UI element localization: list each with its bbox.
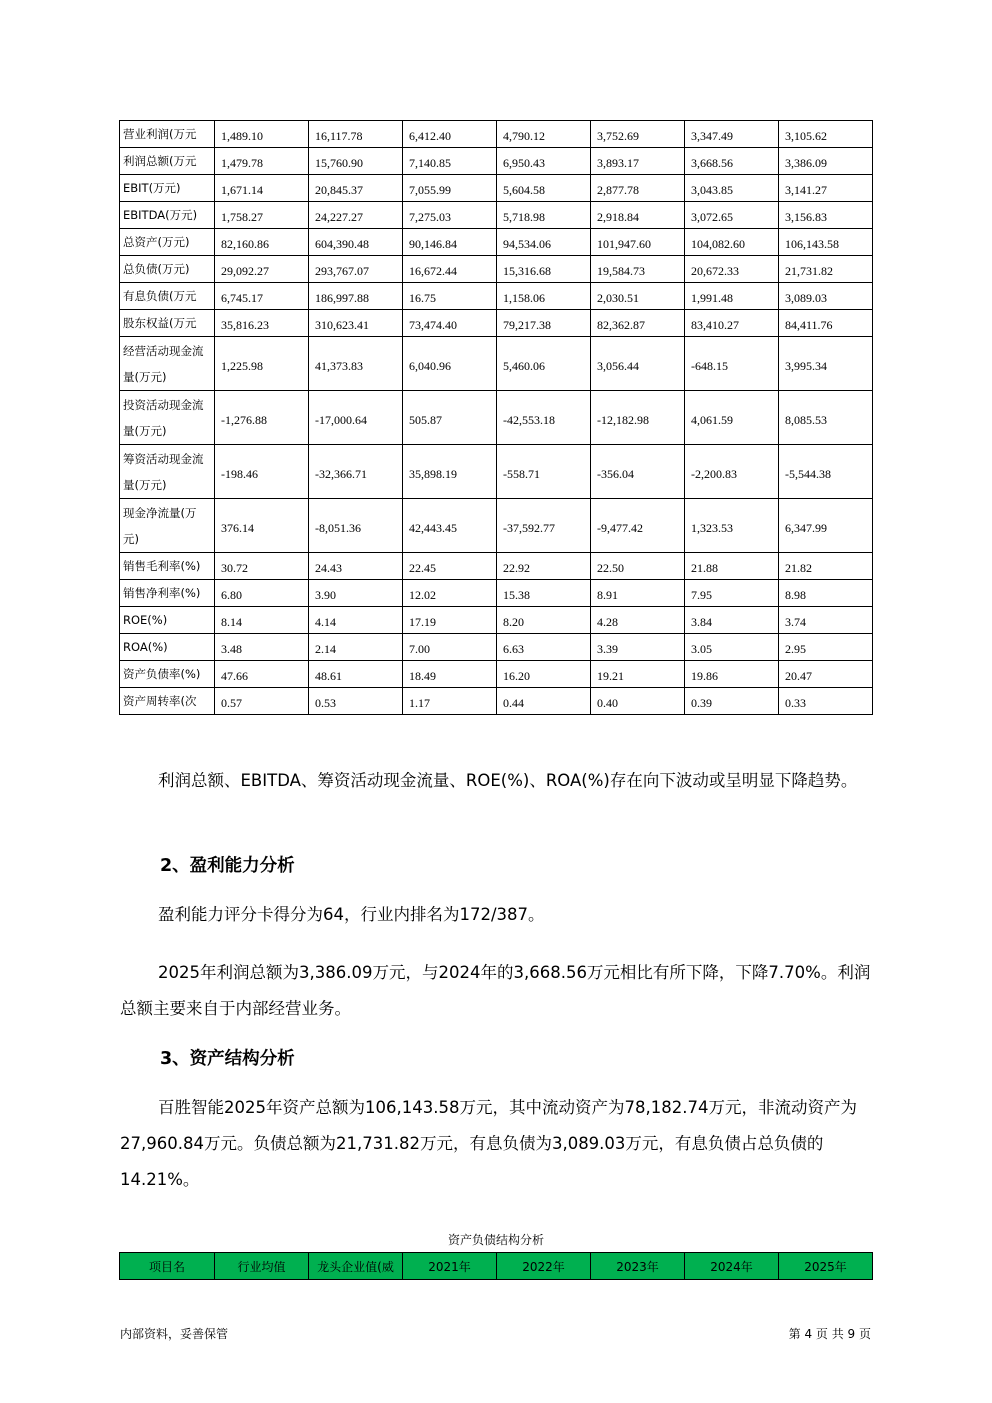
table-cell: 2.95 bbox=[779, 634, 873, 661]
table-cell: -356.04 bbox=[591, 445, 685, 499]
table-cell: 3,089.03 bbox=[779, 283, 873, 310]
table-cell: 376.14 bbox=[215, 499, 309, 553]
table-cell: 17.19 bbox=[403, 607, 497, 634]
table-cell: 1,158.06 bbox=[497, 283, 591, 310]
row-label: ROA(%) bbox=[120, 634, 215, 661]
table-cell: -42,553.18 bbox=[497, 391, 591, 445]
table-row bbox=[120, 661, 873, 688]
table-row bbox=[120, 688, 873, 715]
table-cell: 4,061.59 bbox=[685, 391, 779, 445]
table-cell: 3,141.27 bbox=[779, 175, 873, 202]
table-cell: 505.87 bbox=[403, 391, 497, 445]
table-cell: 94,534.06 bbox=[497, 229, 591, 256]
table-cell: 21.82 bbox=[779, 553, 873, 580]
table-cell: 6,040.96 bbox=[403, 337, 497, 391]
table-cell: 1,225.98 bbox=[215, 337, 309, 391]
table-cell: 47.66 bbox=[215, 661, 309, 688]
table-cell: 6.63 bbox=[497, 634, 591, 661]
row-label: 营业利润(万元 bbox=[120, 121, 215, 148]
table-cell: 604,390.48 bbox=[309, 229, 403, 256]
table-cell: 79,217.38 bbox=[497, 310, 591, 337]
table-row bbox=[120, 607, 873, 634]
table-cell: 35,898.19 bbox=[403, 445, 497, 499]
table-cell: 5,718.98 bbox=[497, 202, 591, 229]
table-cell: 3,072.65 bbox=[685, 202, 779, 229]
section2-score: 盈利能力评分卡得分为64，行业内排名为172/387。 bbox=[158, 905, 545, 924]
table-cell: 3.84 bbox=[685, 607, 779, 634]
table-cell: 3,752.69 bbox=[591, 121, 685, 148]
table-cell: 73,474.40 bbox=[403, 310, 497, 337]
table-cell: -32,366.71 bbox=[309, 445, 403, 499]
header-cell-leader: 龙头企业值(威 bbox=[309, 1253, 403, 1280]
table-cell: 22.45 bbox=[403, 553, 497, 580]
table-cell: 16,672.44 bbox=[403, 256, 497, 283]
row-label: 销售净利率(%) bbox=[120, 580, 215, 607]
table-cell: 16,117.78 bbox=[309, 121, 403, 148]
table-cell: -198.46 bbox=[215, 445, 309, 499]
row-label: 总资产(万元) bbox=[120, 229, 215, 256]
table-cell: 2,918.84 bbox=[591, 202, 685, 229]
table-cell: 22.92 bbox=[497, 553, 591, 580]
table-cell: 21,731.82 bbox=[779, 256, 873, 283]
table-row bbox=[120, 229, 873, 256]
table-cell: 16.20 bbox=[497, 661, 591, 688]
table-cell: 6.80 bbox=[215, 580, 309, 607]
row-label: 资产周转率(次 bbox=[120, 688, 215, 715]
table-cell: 20,672.33 bbox=[685, 256, 779, 283]
table-cell: 5,460.06 bbox=[497, 337, 591, 391]
table-cell: 8.20 bbox=[497, 607, 591, 634]
table-cell: 3.48 bbox=[215, 634, 309, 661]
table-cell: 6,347.99 bbox=[779, 499, 873, 553]
table-cell: 19.86 bbox=[685, 661, 779, 688]
row-label: 筹资活动现金流量(万元) bbox=[120, 445, 215, 499]
table-cell: 15,760.90 bbox=[309, 148, 403, 175]
table-cell: 42,443.45 bbox=[403, 499, 497, 553]
table-cell: 2,030.51 bbox=[591, 283, 685, 310]
structure-header-row bbox=[120, 1253, 873, 1280]
table-cell: -37,592.77 bbox=[497, 499, 591, 553]
row-label: EBIT(万元) bbox=[120, 175, 215, 202]
table-cell: 20,845.37 bbox=[309, 175, 403, 202]
table-cell: 4.28 bbox=[591, 607, 685, 634]
table-cell: 3,347.49 bbox=[685, 121, 779, 148]
table-cell: 3,105.62 bbox=[779, 121, 873, 148]
header-cell-2021: 2021年 bbox=[403, 1253, 497, 1280]
table-cell: 1,489.10 bbox=[215, 121, 309, 148]
table-cell: 106,143.58 bbox=[779, 229, 873, 256]
table-cell: 82,362.87 bbox=[591, 310, 685, 337]
table-row bbox=[120, 256, 873, 283]
table-row bbox=[120, 121, 873, 148]
table-cell: 16.75 bbox=[403, 283, 497, 310]
table-row bbox=[120, 445, 873, 499]
row-label: 投资活动现金流量(万元) bbox=[120, 391, 215, 445]
table-cell: 83,410.27 bbox=[685, 310, 779, 337]
table-cell: 82,160.86 bbox=[215, 229, 309, 256]
table-cell: 30.72 bbox=[215, 553, 309, 580]
table-cell: 0.33 bbox=[779, 688, 873, 715]
table-cell: 84,411.76 bbox=[779, 310, 873, 337]
row-label: 现金净流量(万元) bbox=[120, 499, 215, 553]
table-cell: 7,275.03 bbox=[403, 202, 497, 229]
table-cell: 7,055.99 bbox=[403, 175, 497, 202]
table-cell: 6,412.40 bbox=[403, 121, 497, 148]
table-row bbox=[120, 283, 873, 310]
table-cell: 8.14 bbox=[215, 607, 309, 634]
header-cell-2023: 2023年 bbox=[591, 1253, 685, 1280]
table-cell: 0.44 bbox=[497, 688, 591, 715]
table-cell: 3,056.44 bbox=[591, 337, 685, 391]
table-row bbox=[120, 580, 873, 607]
table-row bbox=[120, 202, 873, 229]
row-label: 有息负债(万元 bbox=[120, 283, 215, 310]
table-cell: 0.39 bbox=[685, 688, 779, 715]
table-cell: 6,950.43 bbox=[497, 148, 591, 175]
table-cell: 4.14 bbox=[309, 607, 403, 634]
header-cell-2025: 2025年 bbox=[779, 1253, 873, 1280]
table-cell: 310,623.41 bbox=[309, 310, 403, 337]
header-cell-industry-avg: 行业均值 bbox=[215, 1253, 309, 1280]
table-cell: 21.88 bbox=[685, 553, 779, 580]
table-row bbox=[120, 310, 873, 337]
header-cell-2022: 2022年 bbox=[497, 1253, 591, 1280]
table-cell: 104,082.60 bbox=[685, 229, 779, 256]
table-row bbox=[120, 634, 873, 661]
table-cell: 1,479.78 bbox=[215, 148, 309, 175]
table-cell: 35,816.23 bbox=[215, 310, 309, 337]
table-cell: 18.49 bbox=[403, 661, 497, 688]
table-cell: 1,758.27 bbox=[215, 202, 309, 229]
row-label: 股东权益(万元 bbox=[120, 310, 215, 337]
table-cell: 41,373.83 bbox=[309, 337, 403, 391]
table-cell: 0.53 bbox=[309, 688, 403, 715]
table-cell: 19.21 bbox=[591, 661, 685, 688]
table-cell: 293,767.07 bbox=[309, 256, 403, 283]
table-cell: 3.74 bbox=[779, 607, 873, 634]
table-cell: 24.43 bbox=[309, 553, 403, 580]
table-cell: -9,477.42 bbox=[591, 499, 685, 553]
table-cell: 3.05 bbox=[685, 634, 779, 661]
structure-table-caption: 资产负债结构分析 bbox=[447, 1233, 544, 1247]
table-cell: -648.15 bbox=[685, 337, 779, 391]
table-row bbox=[120, 337, 873, 391]
trend-note: 利润总额、EBITDA、筹资活动现金流量、ROE(%)、ROA(%)存在向下波动或呈明显下降趋势。 bbox=[158, 771, 858, 790]
table-cell: 1,671.14 bbox=[215, 175, 309, 202]
table-cell: 1.17 bbox=[403, 688, 497, 715]
table-cell: 3,156.83 bbox=[779, 202, 873, 229]
asset-liability-structure-table bbox=[119, 1252, 873, 1280]
table-cell: 3.90 bbox=[309, 580, 403, 607]
row-label: 资产负债率(%) bbox=[120, 661, 215, 688]
table-cell: 15.38 bbox=[497, 580, 591, 607]
table-cell: 20.47 bbox=[779, 661, 873, 688]
table-cell: 101,947.60 bbox=[591, 229, 685, 256]
footer-page-number: 第 4 页 共 9 页 bbox=[788, 1327, 871, 1341]
table-cell: 6,745.17 bbox=[215, 283, 309, 310]
table-row bbox=[120, 148, 873, 175]
table-cell: 2.14 bbox=[309, 634, 403, 661]
table-cell: 2,877.78 bbox=[591, 175, 685, 202]
table-cell: 3,668.56 bbox=[685, 148, 779, 175]
table-cell: 0.57 bbox=[215, 688, 309, 715]
financial-indicator-table bbox=[119, 120, 873, 715]
footer-confidential: 内部资料，妥善保管 bbox=[120, 1327, 229, 1341]
row-label: EBITDA(万元) bbox=[120, 202, 215, 229]
table-row bbox=[120, 553, 873, 580]
table-cell: 15,316.68 bbox=[497, 256, 591, 283]
table-cell: 5,604.58 bbox=[497, 175, 591, 202]
table-cell: 22.50 bbox=[591, 553, 685, 580]
header-cell-2024: 2024年 bbox=[685, 1253, 779, 1280]
table-cell: 4,790.12 bbox=[497, 121, 591, 148]
table-cell: 90,146.84 bbox=[403, 229, 497, 256]
table-cell: 1,991.48 bbox=[685, 283, 779, 310]
table-cell: 3,995.34 bbox=[779, 337, 873, 391]
table-cell: -17,000.64 bbox=[309, 391, 403, 445]
table-cell: 48.61 bbox=[309, 661, 403, 688]
table-cell: 19,584.73 bbox=[591, 256, 685, 283]
table-cell: -12,182.98 bbox=[591, 391, 685, 445]
table-row bbox=[120, 175, 873, 202]
header-cell-item: 项目名 bbox=[120, 1253, 215, 1280]
table-cell: 8.91 bbox=[591, 580, 685, 607]
section3-heading: 3、资产结构分析 bbox=[160, 1049, 295, 1069]
row-label: ROE(%) bbox=[120, 607, 215, 634]
table-cell: -5,544.38 bbox=[779, 445, 873, 499]
table-cell: 3,893.17 bbox=[591, 148, 685, 175]
table-cell: 7.95 bbox=[685, 580, 779, 607]
table-cell: 3,043.85 bbox=[685, 175, 779, 202]
table-cell: 29,092.27 bbox=[215, 256, 309, 283]
table-cell: 3.39 bbox=[591, 634, 685, 661]
table-cell: 8.98 bbox=[779, 580, 873, 607]
table-cell: 1,323.53 bbox=[685, 499, 779, 553]
row-label: 总负债(万元) bbox=[120, 256, 215, 283]
row-label: 销售毛利率(%) bbox=[120, 553, 215, 580]
table-cell: 7,140.85 bbox=[403, 148, 497, 175]
table-cell: 24,227.27 bbox=[309, 202, 403, 229]
section3-detail: 百胜智能2025年资产总额为106,143.58万元，其中流动资产为78,182.74万元，非流动资产为27,960.84万元。负债总额为21,731.82万元，有息负债为3,089.03万元，有息负债占总负债的14.21%。 bbox=[120, 1098, 857, 1189]
section2-heading: 2、盈利能力分析 bbox=[160, 856, 295, 876]
table-row bbox=[120, 391, 873, 445]
table-cell: 12.02 bbox=[403, 580, 497, 607]
table-cell: 3,386.09 bbox=[779, 148, 873, 175]
table-cell: 186,997.88 bbox=[309, 283, 403, 310]
table-cell: -8,051.36 bbox=[309, 499, 403, 553]
table-cell: -558.71 bbox=[497, 445, 591, 499]
table-cell: -2,200.83 bbox=[685, 445, 779, 499]
row-label: 经营活动现金流量(万元) bbox=[120, 337, 215, 391]
section2-detail: 2025年利润总额为3,386.09万元，与2024年的3,668.56万元相比有所下降，下降7.70%。利润总额主要来自于内部经营业务。 bbox=[120, 963, 871, 1018]
table-cell: -1,276.88 bbox=[215, 391, 309, 445]
table-cell: 7.00 bbox=[403, 634, 497, 661]
row-label: 利润总额(万元 bbox=[120, 148, 215, 175]
table-cell: 8,085.53 bbox=[779, 391, 873, 445]
table-row bbox=[120, 499, 873, 553]
table-cell: 0.40 bbox=[591, 688, 685, 715]
